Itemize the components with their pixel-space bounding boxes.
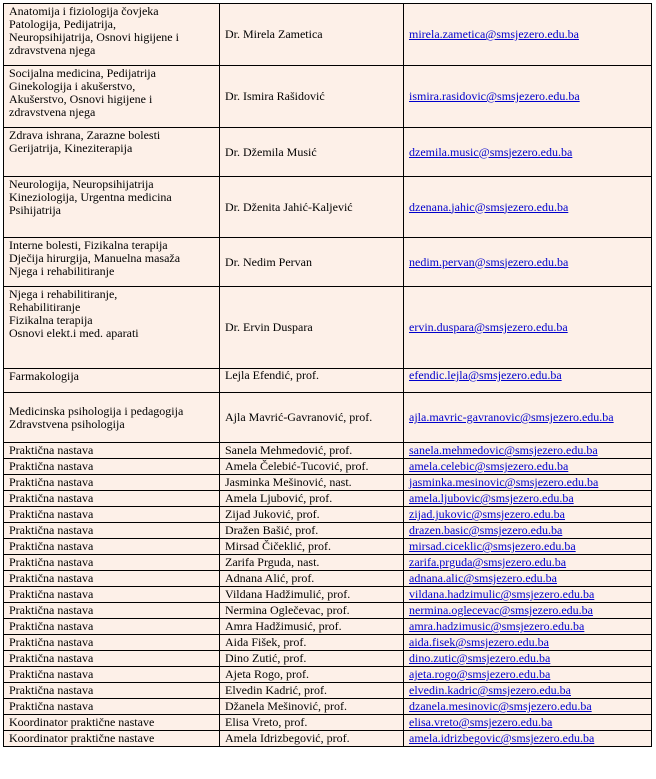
email-link[interactable]: dzemila.music@smsjezero.edu.ba: [409, 144, 573, 159]
email-cell: [404, 699, 652, 715]
teacher-name-cell: Lejla Efendić, prof.: [220, 369, 404, 393]
email-link[interactable]: amela.celebic@smsjezero.edu.ba: [409, 459, 569, 473]
table-row: [4, 523, 652, 539]
email-cell: [404, 603, 652, 619]
table-row: [4, 4, 652, 66]
email-link[interactable]: mirela.zametica@smsjezero.edu.ba: [409, 27, 579, 41]
teacher-name-cell: Dr. Ervin Duspara: [220, 287, 404, 369]
subjects-cell: Socijalna medicina, Pedijatrija Ginekologija i akušerstvo, Akušerstvo, Osnovi higijene i zdravstvena njega: [4, 66, 220, 128]
subjects-cell: Praktična nastava: [4, 619, 220, 635]
email-cell: [404, 459, 652, 475]
subjects-cell: Neurologija, Neuropsihijatrija Kineziologija, Urgentna medicina Psihijatrija: [4, 177, 220, 238]
email-link[interactable]: dzanela.mesinovic@smsjezero.edu.ba: [409, 699, 592, 713]
email-cell: [404, 635, 652, 651]
table-row: [4, 555, 652, 571]
teacher-name-cell: Sanela Mehmedović, prof.: [220, 443, 404, 459]
teacher-name-cell: Dr. Dženita Jahić-Kaljević: [220, 177, 404, 238]
table-row: [4, 238, 652, 287]
email-cell: [404, 393, 652, 443]
teacher-name-cell: Aida Fišek, prof.: [220, 635, 404, 651]
email-cell: [404, 683, 652, 699]
table-row: [4, 443, 652, 459]
subjects-cell: Koordinator praktične nastave: [4, 715, 220, 731]
email-cell: [404, 66, 652, 128]
staff-table-body: [4, 4, 652, 747]
email-link[interactable]: aida.fisek@smsjezero.edu.ba: [409, 635, 549, 649]
email-cell: [404, 715, 652, 731]
email-link[interactable]: efendic.lejla@smsjezero.edu.ba: [409, 368, 562, 382]
subjects-cell: Njega i rehabilitiranje, Rehabilitiranje Fizikalna terapija Osnovi elekt.i med. aparati: [4, 287, 220, 369]
table-row: [4, 491, 652, 507]
email-link[interactable]: amela.idrizbegovic@smsjezero.edu.ba: [409, 731, 595, 745]
teacher-name-cell: Amra Hadžimusić, prof.: [220, 619, 404, 635]
subjects-cell: Koordinator praktične nastave: [4, 731, 220, 747]
table-row: [4, 619, 652, 635]
subjects-cell: Praktična nastava: [4, 523, 220, 539]
subjects-cell: Praktična nastava: [4, 603, 220, 619]
email-cell: [404, 369, 652, 393]
teacher-name-cell: Dr. Nedim Pervan: [220, 238, 404, 287]
subjects-cell: Farmakologija: [4, 369, 220, 393]
table-row: [4, 177, 652, 238]
subjects-cell: Praktična nastava: [4, 651, 220, 667]
email-link[interactable]: ajeta.rogo@smsjezero.edu.ba: [409, 667, 551, 681]
email-link[interactable]: amela.ljubovic@smsjezero.edu.ba: [409, 491, 574, 505]
teacher-name-cell: Vildana Hadžimulić, prof.: [220, 587, 404, 603]
email-cell: [404, 443, 652, 459]
table-row: [4, 699, 652, 715]
subjects-cell: Zdrava ishrana, Zarazne bolesti Gerijatrija, Kineziterapija: [4, 128, 220, 177]
subjects-cell: Interne bolesti, Fizikalna terapija Dječija hirurgija, Manuelna masaža Njega i rehabilitiranje: [4, 238, 220, 287]
email-cell: [404, 571, 652, 587]
teacher-name-cell: Jasminka Mešinović, nast.: [220, 475, 404, 491]
table-row: [4, 128, 652, 177]
teacher-name-cell: Dražen Bašić, prof.: [220, 523, 404, 539]
email-cell: [404, 475, 652, 491]
table-row: [4, 651, 652, 667]
table-row: [4, 731, 652, 747]
email-link[interactable]: adnana.alic@smsjezero.edu.ba: [409, 571, 557, 585]
table-row: [4, 459, 652, 475]
subjects-cell: Praktična nastava: [4, 443, 220, 459]
teacher-name-cell: Amela Ljubović, prof.: [220, 491, 404, 507]
email-cell: [404, 507, 652, 523]
table-row: [4, 369, 652, 393]
email-link[interactable]: ismira.rasidovic@smsjezero.edu.ba: [409, 89, 580, 103]
email-cell: [404, 4, 652, 66]
email-link[interactable]: mirsad.ciceklic@smsjezero.edu.ba: [409, 539, 576, 553]
teacher-name-cell: Dr. Džemila Musić: [220, 128, 404, 177]
subjects-cell: Praktična nastava: [4, 667, 220, 683]
subjects-cell: Medicinska psihologija i pedagogija Zdravstvena psihologija: [4, 393, 220, 443]
teacher-name-cell: Elvedin Kadrić, prof.: [220, 683, 404, 699]
teacher-name-cell: Zijad Juković, prof.: [220, 507, 404, 523]
teacher-name-cell: Amela Čelebić-Tucović, prof.: [220, 459, 404, 475]
table-row: [4, 683, 652, 699]
email-link[interactable]: zijad.jukovic@smsjezero.edu.ba: [409, 507, 565, 521]
email-cell: [404, 555, 652, 571]
email-cell: [404, 128, 652, 177]
subjects-cell: Praktična nastava: [4, 555, 220, 571]
table-row: [4, 66, 652, 128]
email-cell: [404, 177, 652, 238]
table-row: [4, 475, 652, 491]
subjects-cell: Praktična nastava: [4, 683, 220, 699]
teacher-name-cell: Amela Idrizbegović, prof.: [220, 731, 404, 747]
subjects-cell: Praktična nastava: [4, 491, 220, 507]
email-cell: [404, 238, 652, 287]
email-link[interactable]: drazen.basic@smsjezero.edu.ba: [409, 523, 563, 537]
email-cell: [404, 523, 652, 539]
email-link[interactable]: amra.hadzimusic@smsjezero.edu.ba: [409, 619, 585, 633]
subjects-cell: Praktična nastava: [4, 459, 220, 475]
subjects-cell: Praktična nastava: [4, 699, 220, 715]
email-link[interactable]: ajla.mavric-gavranovic@smsjezero.edu.ba: [409, 410, 614, 424]
staff-contacts-table: [3, 3, 652, 747]
table-row: [4, 587, 652, 603]
subjects-cell: Praktična nastava: [4, 507, 220, 523]
teacher-name-cell: Džanela Mešinović, prof.: [220, 699, 404, 715]
email-link[interactable]: nedim.pervan@smsjezero.edu.ba: [409, 254, 569, 269]
email-cell: [404, 619, 652, 635]
email-cell: [404, 731, 652, 747]
email-link[interactable]: dzenana.jahic@smsjezero.edu.ba: [409, 199, 569, 214]
table-row: [4, 571, 652, 587]
email-link[interactable]: zarifa.prguda@smsjezero.edu.ba: [409, 555, 567, 569]
subjects-cell: Praktična nastava: [4, 635, 220, 651]
table-row: [4, 715, 652, 731]
teacher-name-cell: Nermina Oglečevac, prof.: [220, 603, 404, 619]
teacher-name-cell: Dr. Mirela Zametica: [220, 4, 404, 66]
table-row: [4, 393, 652, 443]
email-cell: [404, 491, 652, 507]
subjects-cell: Praktična nastava: [4, 587, 220, 603]
email-link[interactable]: ervin.duspara@smsjezero.edu.ba: [409, 320, 568, 334]
table-row: [4, 539, 652, 555]
table-row: [4, 635, 652, 651]
teacher-name-cell: Dino Zutić, prof.: [220, 651, 404, 667]
teacher-name-cell: Dr. Ismira Rašidović: [220, 66, 404, 128]
teacher-name-cell: Zarifa Prguda, nast.: [220, 555, 404, 571]
table-row: [4, 287, 652, 369]
email-cell: [404, 587, 652, 603]
email-cell: [404, 667, 652, 683]
teacher-name-cell: Ajla Mavrić-Gavranović, prof.: [220, 393, 404, 443]
subjects-cell: Anatomija i fiziologija čovjeka Patologija, Pedijatrija, Neuropsihijatrija, Osnovi higijene i zdravstvena njega: [4, 4, 220, 66]
email-link[interactable]: vildana.hadzimulic@smsjezero.edu.ba: [409, 587, 595, 601]
table-row: [4, 603, 652, 619]
email-cell: [404, 539, 652, 555]
table-row: [4, 507, 652, 523]
email-link[interactable]: sanela.mehmedovic@smsjezero.edu.ba: [409, 443, 598, 457]
email-cell: [404, 651, 652, 667]
email-link[interactable]: jasminka.mesinovic@smsjezero.edu.ba: [409, 475, 599, 489]
subjects-cell: Praktična nastava: [4, 571, 220, 587]
teacher-name-cell: Ajeta Rogo, prof.: [220, 667, 404, 683]
table-row: [4, 667, 652, 683]
subjects-cell: Praktična nastava: [4, 539, 220, 555]
teacher-name-cell: Adnana Alić, prof.: [220, 571, 404, 587]
email-link[interactable]: dino.zutic@smsjezero.edu.ba: [409, 651, 551, 665]
email-link[interactable]: nermina.oglecevac@smsjezero.edu.ba: [409, 603, 593, 617]
email-cell: [404, 287, 652, 369]
email-link[interactable]: elisa.vreto@smsjezero.edu.ba: [409, 715, 553, 729]
teacher-name-cell: Elisa Vreto, prof.: [220, 715, 404, 731]
teacher-name-cell: Mirsad Čičeklić, prof.: [220, 539, 404, 555]
subjects-cell: Praktična nastava: [4, 475, 220, 491]
email-link[interactable]: elvedin.kadric@smsjezero.edu.ba: [409, 683, 571, 697]
